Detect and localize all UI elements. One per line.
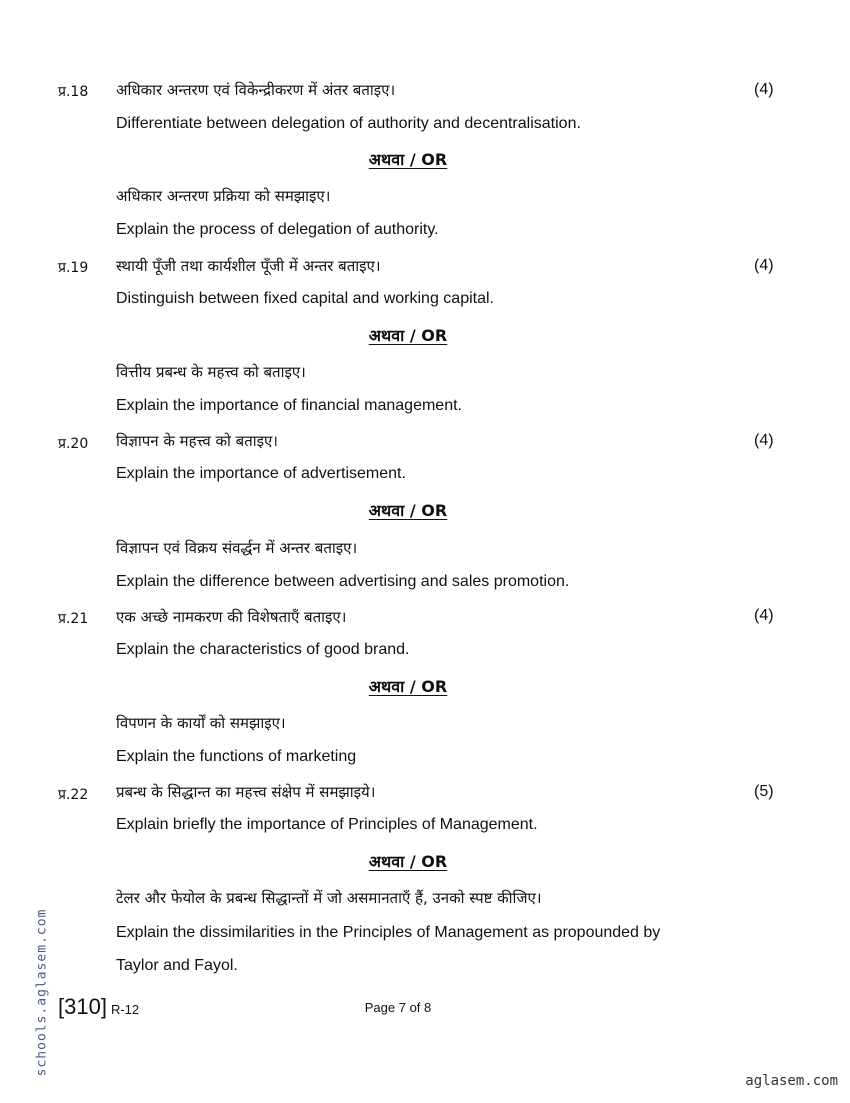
question-marks: (4) [754,81,774,98]
question-text-english: Explain the characteristics of good brand. [116,641,410,658]
or-separator: अथवा / OR [368,677,448,696]
or-question-text-hindi: विज्ञापन एवं विक्रय संवर्द्धन में अन्तर बताइए। [116,539,358,557]
question-text-hindi: अधिकार अन्तरण एवं विकेन्द्रीकरण में अंतर बताइए। [116,81,396,99]
question-text-hindi: एक अच्छे नामकरण की विशेषताएँ बताइए। [116,608,347,626]
question-marks: (4) [754,432,774,449]
side-watermark: schools.aglasem.com [34,908,50,1077]
question-number: प्र.20 [58,436,89,452]
question-text-english: Differentiate between delegation of authority and decentralisation. [116,115,581,132]
paper-series: R-12 [110,1002,140,1017]
question-number: प्र.19 [58,260,89,276]
question-number: प्र.22 [58,787,89,803]
question-text-hindi: प्रबन्ध के सिद्धान्त का महत्त्व संक्षेप में समझाइये। [116,783,376,801]
paper-code-number: [310] [58,994,107,1019]
bottom-watermark: aglasem.com [745,1073,838,1089]
question-number: प्र.18 [58,84,89,100]
question-marks: (5) [754,783,774,800]
question-text-hindi: विज्ञापन के महत्त्व को बताइए। [116,432,278,450]
page-number: Page 7 of 8 [364,1000,432,1015]
or-separator: अथवा / OR [368,326,448,345]
or-question-text-english-continued: Taylor and Fayol. [116,957,238,974]
question-text-hindi: स्थायी पूँजी तथा कार्यशील पूँजी में अन्तर बताइए। [116,257,381,275]
or-question-text-english: Explain the functions of marketing [116,748,357,765]
or-separator: अथवा / OR [368,501,448,520]
question-marks: (4) [754,257,774,274]
or-question-text-english: Explain the importance of financial management. [116,397,462,414]
or-question-text-english: Explain the difference between advertising and sales promotion. [116,573,570,590]
question-number: प्र.21 [58,611,89,627]
question-marks: (4) [754,607,774,624]
question-text-english: Distinguish between fixed capital and working capital. [116,290,494,307]
or-question-text-english: Explain the dissimilarities in the Principles of Management as propounded by [116,924,661,941]
question-text-english: Explain the importance of advertisement. [116,465,406,482]
or-question-text-english: Explain the process of delegation of authority. [116,221,439,238]
or-question-text-hindi: वित्तीय प्रबन्ध के महत्त्व को बताइए। [116,363,306,381]
or-separator: अथवा / OR [368,150,448,169]
or-question-text-hindi: टेलर और फेयोल के प्रबन्ध सिद्धान्तों में जो असमानताएँ हैं, उनको स्पष्ट कीजिए। [116,889,542,907]
or-question-text-hindi: अधिकार अन्तरण प्रक्रिया को समझाइए। [116,187,331,205]
question-text-english: Explain briefly the importance of Principles of Management. [116,816,538,833]
or-question-text-hindi: विपणन के कार्यों को समझाइए। [116,714,286,732]
or-separator: अथवा / OR [368,852,448,871]
